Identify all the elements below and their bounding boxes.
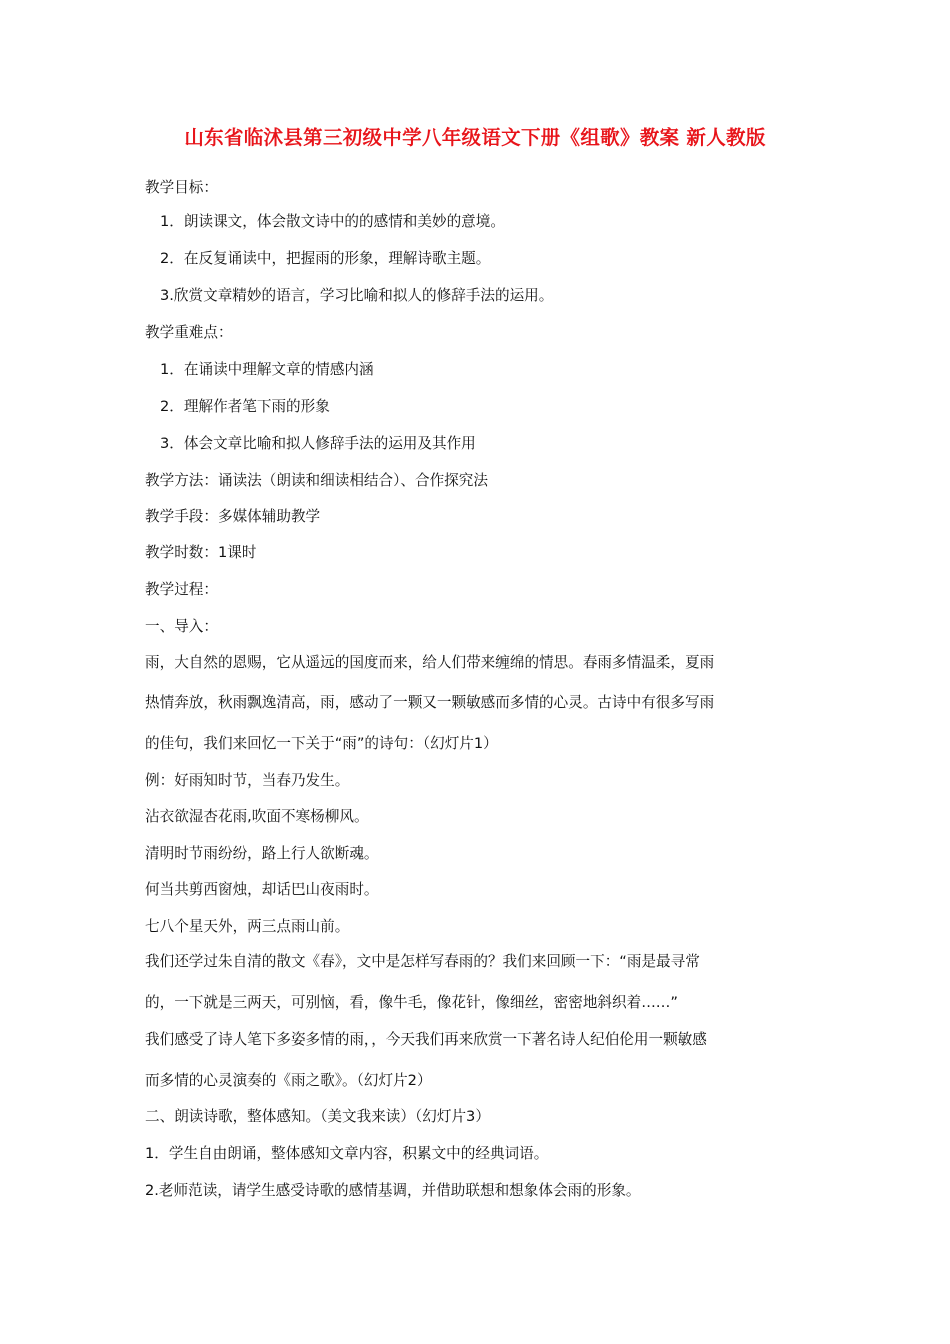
paragraph-line: 热情奔放，秋雨飘逸清高，雨，感动了一颗又一颗敏感而多情的心灵。古诗中有很多写雨: [145, 694, 715, 711]
poem-line: 沾衣欲湿杏花雨,吹面不寒杨柳风。: [145, 808, 369, 825]
objective-item-1: 1．朗读课文，体会散文诗中的的感情和美妙的意境。: [160, 213, 505, 230]
key-point-item-1: 1．在诵读中理解文章的情感内涵: [160, 361, 374, 378]
teaching-method: 教学方法：诵读法（朗读和细读相结合）、合作探究法: [145, 472, 488, 489]
document-title: 山东省临沭县第三初级中学八年级语文下册《组歌》教案 新人教版: [184, 126, 766, 149]
paragraph-line: 而多情的心灵演奏的《雨之歌》。（幻灯片2）: [145, 1072, 432, 1089]
paragraph-line: 的，一下就是三两天，可别恼，看，像牛毛，像花针，像细丝，密密地斜织着……”: [145, 994, 678, 1011]
key-point-item-2: 2．理解作者笔下雨的形象: [160, 398, 330, 415]
reading-step-2: 2.老师范读，请学生感受诗歌的感情基调，并借助联想和想象体会雨的形象。: [145, 1182, 641, 1199]
paragraph-line: 我们还学过朱自清的散文《春》，文中是怎样写春雨的？我们来回顾一下：“雨是最寻常: [145, 953, 700, 970]
objective-item-3: 3.欣赏文章精妙的语言，学习比喻和拟人的修辞手法的运用。: [160, 287, 554, 304]
subsection-introduction: 一、导入：: [145, 618, 218, 635]
objective-item-2: 2．在反复诵读中，把握雨的形象，理解诗歌主题。: [160, 250, 491, 267]
poem-line: 七八个星天外，两三点雨山前。: [145, 918, 350, 935]
teaching-hours: 教学时数：1课时: [145, 544, 257, 561]
poem-line: 清明时节雨纷纷，路上行人欲断魂。: [145, 845, 379, 862]
paragraph-line: 的佳句，我们来回忆一下关于“雨”的诗句：（幻灯片1）: [145, 735, 498, 752]
poem-line: 例：好雨知时节，当春乃发生。: [145, 772, 350, 789]
reading-step-1: 1．学生自由朗诵，整体感知文章内容，积累文中的经典词语。: [145, 1145, 549, 1162]
teaching-means: 教学手段：多媒体辅助教学: [145, 508, 321, 525]
subsection-reading: 二、朗读诗歌，整体感知。（美文我来读）（幻灯片3）: [145, 1108, 490, 1125]
paragraph-line: 我们感受了诗人笔下多姿多情的雨，，今天我们再来欣赏一下著名诗人纪伯伦用一颗敏感: [145, 1031, 707, 1048]
section-heading-objectives: 教学目标：: [145, 179, 218, 196]
section-heading-key-points: 教学重难点：: [145, 324, 233, 341]
section-heading-process: 教学过程：: [145, 581, 218, 598]
key-point-item-3: 3．体会文章比喻和拟人修辞手法的运用及其作用: [160, 435, 476, 452]
paragraph-line: 雨，大自然的恩赐，它从遥远的国度而来，给人们带来缠绵的情思。春雨多情温柔，夏雨: [145, 654, 715, 671]
poem-line: 何当共剪西窗烛，却话巴山夜雨时。: [145, 881, 379, 898]
